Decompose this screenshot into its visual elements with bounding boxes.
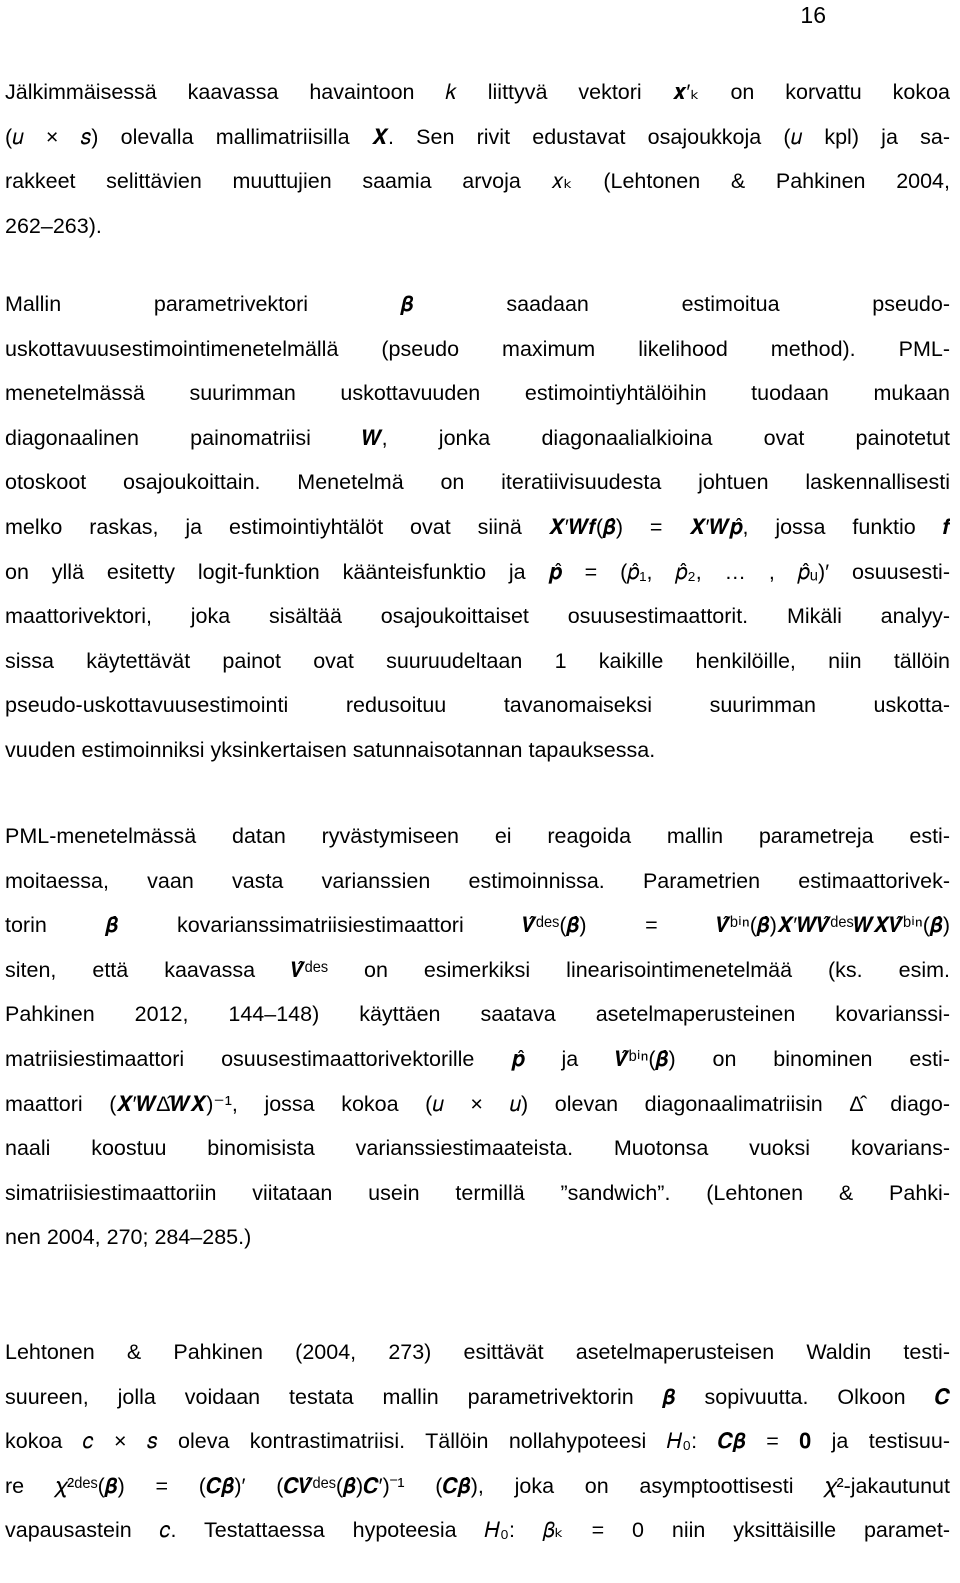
text-line: pseudo-uskottavuusestimointi redusoituu tavanomaiseksi suurimman uskotta- [5, 693, 950, 717]
text-line: naali koostuu binomisista varianssiestimaateista. Muotonsa vuoksi kovarians- [5, 1136, 950, 1160]
text-line: Lehtonen & Pahkinen (2004, 273) esittävät asetelmaperusteisen Waldin testi- [5, 1340, 950, 1364]
text-line: torin 𝜷̂ kovarianssimatriisiestimaattori 𝑽̂ᵈᵉˢ(𝜷̂) = 𝑽̂ᵇⁱⁿ(𝜷̂)𝑿′𝑾𝑽̂ᵈᵉˢ𝑾𝑿𝑽̂ᵇⁱⁿ(𝜷̂) [5, 913, 950, 937]
text-line: maattorivektori, joka sisältää osajoukoittaiset osuusestimaattorit. Mikäli analyy- [5, 604, 950, 628]
text-line: sissa käytettävät painot ovat suuruudeltaan 1 kaikille henkilöille, niin tällöin [5, 649, 950, 673]
text-line: matriisiestimaattori osuusestimaattorivektorille 𝒑̂ ja 𝑽̂ᵇⁱⁿ(𝜷̂) on binominen esti- [5, 1047, 950, 1071]
text-line: otoskoot osajoukoittain. Menetelmä on iteratiivisuudesta johtuen laskennallisesti [5, 470, 950, 494]
text-line: Mallin parametrivektori 𝜷 saadaan estimoitua pseudo- [5, 292, 950, 316]
text-line: moitaessa, vaan vasta varianssien estimoinnissa. Parametrien estimaattorivek- [5, 869, 950, 893]
page-number: 16 [800, 2, 826, 28]
text-line: Jälkimmäisessä kaavassa havaintoon 𝑘 liittyvä vektori 𝒙′ₖ on korvattu kokoa [5, 80, 950, 104]
text-line: PML-menetelmässä datan ryvästymiseen ei reagoida mallin parametreja esti- [5, 824, 950, 848]
text-line: (𝑢 × 𝑠) olevalla mallimatriisilla 𝑿. Sen rivit edustavat osajoukkoja (𝑢 kpl) ja sa- [5, 125, 950, 149]
text-line: nen 2004, 270; 284–285.) [5, 1225, 252, 1249]
text-line: re 𝜒²ᵈᵉˢ(𝜷) = (𝑪𝜷̂)′ (𝑪𝑽̂ᵈᵉˢ(𝜷̂)𝑪′)⁻¹ (𝑪𝜷̂), joka on asymptoottisesti 𝜒²-jakautunut [5, 1474, 950, 1498]
text-line: rakkeet selittävien muuttujien saamia arvoja 𝑥ₖ (Lehtonen & Pahkinen 2004, [5, 169, 950, 193]
text-line: suureen, jolla voidaan testata mallin parametrivektorin 𝜷 sopivuutta. Olkoon 𝑪 [5, 1385, 950, 1409]
text-line: melko raskas, ja estimointiyhtälöt ovat siinä 𝑿′𝑾𝒇(𝜷̂) = 𝑿′𝑾𝒑̂, jossa funktio 𝒇 [5, 515, 950, 539]
text-line: maattori (𝑿′𝑾Δ̂𝑾𝑿)⁻¹, jossa kokoa (𝑢 × 𝑢) olevan diagonaalimatriisin Δ̂ diago- [5, 1092, 950, 1116]
text-line: Pahkinen 2012, 144–148) käyttäen saatava asetelmaperusteinen kovarianssi- [5, 1002, 950, 1026]
text-line: 262–263). [5, 214, 102, 238]
text-line: siten, että kaavassa 𝑽̂ᵈᵉˢ on esimerkiksi linearisointimenetelmää (ks. esim. [5, 958, 950, 982]
text-line: uskottavuusestimointimenetelmällä (pseudo maximum likelihood method). PML- [5, 337, 950, 361]
text-line: on yllä esitetty logit-funktion käänteisfunktio ja 𝒑̂ = (𝑝̂₁, 𝑝̂₂, … , 𝑝̂ᵤ)′ osuusesti- [5, 560, 950, 584]
text-line: vapausastein 𝑐. Testattaessa hypoteesia 𝐻₀: 𝛽ₖ = 0 niin yksittäisille paramet- [5, 1518, 950, 1542]
text-line: kokoa 𝑐 × 𝑠 oleva kontrastimatriisi. Tällöin nollahypoteesi 𝐻₀: 𝑪𝜷 = 𝟎 ja testisuu- [5, 1429, 950, 1453]
text-line: menetelmässä suurimman uskottavuuden estimointiyhtälöihin tuodaan mukaan [5, 381, 950, 405]
text-line: diagonaalinen painomatriisi 𝑾, jonka diagonaalialkioina ovat painotetut [5, 426, 950, 450]
text-line: simatriisiestimaattoriin viitataan usein termillä ”sandwich”. (Lehtonen & Pahki- [5, 1181, 950, 1205]
text-line: vuuden estimoinniksi yksinkertaisen satunnaisotannan tapauksessa. [5, 738, 656, 762]
